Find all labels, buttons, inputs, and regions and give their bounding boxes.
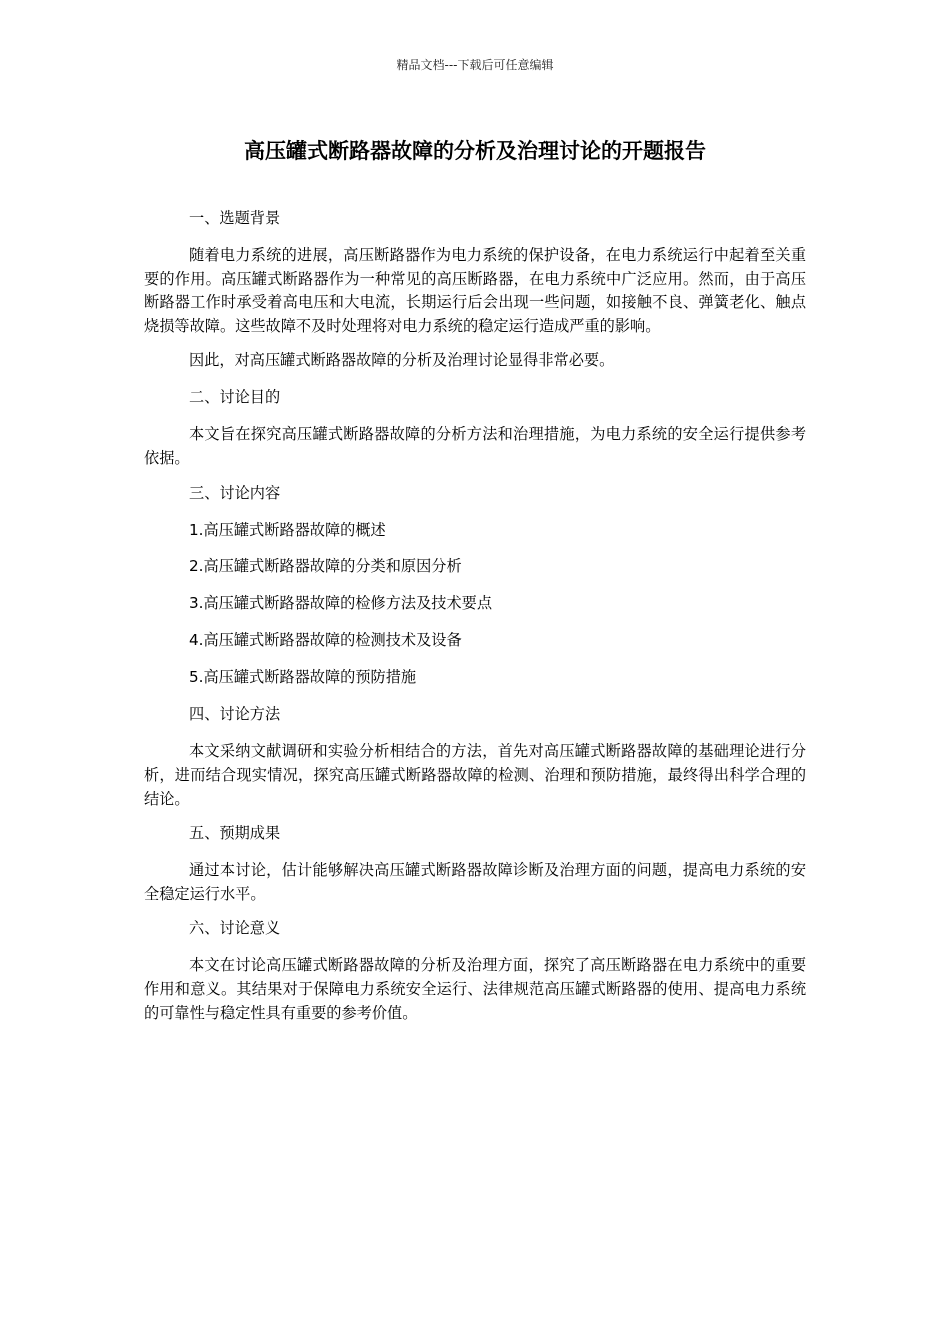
content-list-item: 2.高压罐式断路器故障的分类和原因分析 <box>189 557 462 576</box>
document-title: 高压罐式断路器故障的分析及治理讨论的开题报告 <box>244 139 706 163</box>
method-paragraph: 本文采纳文献调研和实验分析相结合的方法，首先对高压罐式断路器故障的基础理论进行分析，进而结合现实情况，探究高压罐式断路器故障的检测、治理和预防措施，最终得出科学合理的结论。 <box>144 742 806 808</box>
content-list-item: 3.高压罐式断路器故障的检修方法及技术要点 <box>189 594 493 613</box>
section-heading-significance: 六、讨论意义 <box>189 919 281 938</box>
content-list-item: 4.高压罐式断路器故障的检测技术及设备 <box>189 631 462 650</box>
background-paragraph-2: 因此，对高压罐式断路器故障的分析及治理讨论显得非常必要。 <box>189 351 615 370</box>
document-body <box>144 207 806 1036</box>
section-heading-content: 三、讨论内容 <box>189 483 281 502</box>
section-heading-background: 一、选题背景 <box>189 209 281 227</box>
purpose-paragraph: 本文旨在探究高压罐式断路器故障的分析方法和治理措施，为电力系统的安全运行提供参考依据。 <box>144 425 806 467</box>
content-list-item: 1.高压罐式断路器故障的概述 <box>189 520 386 539</box>
page-header-note: 精品文档---下载后可任意编辑 <box>396 58 554 72</box>
background-paragraph-1: 随着电力系统的进展，高压断路器作为电力系统的保护设备，在电力系统运行中起着至关重要的作用。高压罐式断路器作为一种常见的高压断路器，在电力系统中广泛应用。然而，由于高压断路器工作时承受着高电压和大电流，长期运行后会出现一些问题，如接触不良、弹簧老化、触点烧损等故障。这些故障不及时处理将对电力系统的稳定运行造成严重的影响。 <box>144 245 806 335</box>
expected-results-paragraph: 通过本讨论，估计能够解决高压罐式断路器故障诊断及治理方面的问题，提高电力系统的安全稳定运行水平。 <box>144 861 806 903</box>
section-heading-method: 四、讨论方法 <box>189 705 281 724</box>
significance-paragraph: 本文在讨论高压罐式断路器故障的分析及治理方面，探究了高压断路器在电力系统中的重要作用和意义。其结果对于保障电力系统安全运行、法律规范高压罐式断路器的使用、提高电力系统的可靠性与稳定性具有重要的参考价值。 <box>144 956 806 1022</box>
section-heading-expected-results: 五、预期成果 <box>189 824 281 843</box>
content-list-item: 5.高压罐式断路器故障的预防措施 <box>189 668 417 687</box>
section-heading-purpose: 二、讨论目的 <box>189 388 281 407</box>
